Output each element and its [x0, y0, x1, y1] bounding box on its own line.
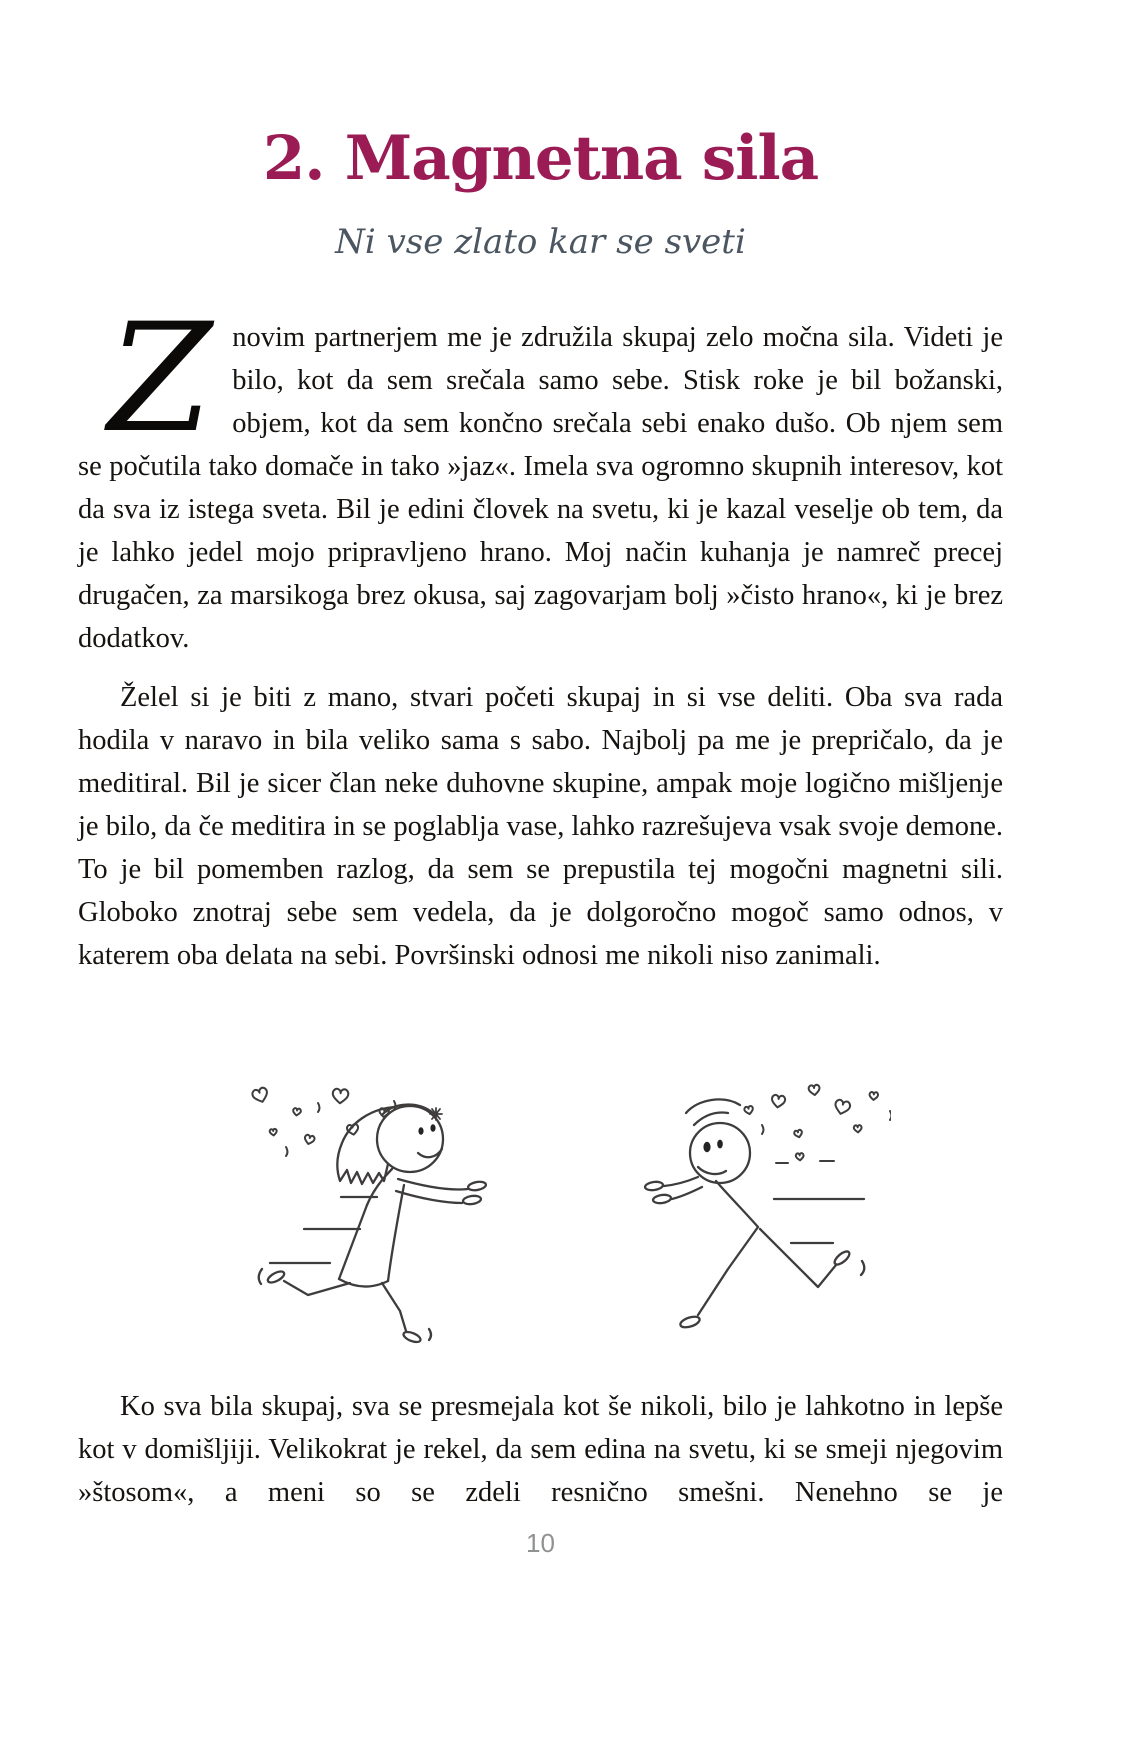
woman-front-foot [402, 1330, 422, 1344]
woman-stick-figure [251, 1086, 486, 1343]
paragraph-3: Ko sva bila skupaj, sva se presmejala kot še nikoli, bilo je lahkotno in lepše kot v domišljiji. Velikokrat je rekel, da sem edina na svetu, ki se smeji njegovim »štosom«, a meni so se zdeli resnično smešni. Nenehno se je [78, 1390, 1003, 1508]
man-back-foot-mark [861, 1261, 864, 1275]
man-back-foot [833, 1249, 852, 1267]
body-text-lower [78, 1385, 1003, 1514]
paragraph-1-text: novim partnerjem me je združila skupaj zelo močna sila. Videti je bilo, kot da sem srečala samo sebe. Stisk roke je bil božanski, objem, kot da sem končno srečala sebi enako dušo. Ob njem sem se počutila tako domače in tako »jaz«. Imela sva ogromno skupnih interesov, kot da sva iz istega sveta. Bil je edini človek na svetu, ki je kazal veselje ob tem, da je lahko jedel mojo pripravljeno hrano. Moj način kuhanja je namreč precej drugačen, za marsikoga brez okusa, saj zagovarjam bolj »čisto hrano«, ki je brez dodatkov. [78, 321, 1003, 654]
woman-dress-right [388, 1185, 404, 1281]
chapter-subtitle: Ni vse zlato kar se sveti [335, 222, 746, 263]
man-speed-lines [774, 1199, 864, 1243]
running-couple-svg [246, 1081, 891, 1349]
page-number: 10 [526, 1527, 555, 1558]
woman-arm-upper [398, 1179, 468, 1190]
woman-eye-left [418, 1127, 423, 1135]
page-content [78, 0, 1003, 1559]
woman-speed-lines [270, 1197, 377, 1263]
woman-hair-flower-icon [430, 1108, 442, 1120]
woman-front-leg [382, 1283, 406, 1331]
man-eye-right [717, 1139, 723, 1148]
man-body [716, 1181, 758, 1227]
paragraph-2: Želel si je biti z mano, stvari početi skupaj in si vse deliti. Oba sva rada hodila v naravo in bila veliko sama s sabo. Najbolj pa me je prepričalo, da je meditiral. Bil je sicer član neke duhovne skupine, ampak moje logično mišljenje je bilo, da če meditira in se poglablja vase, lahko razrešujeva vsak svoje demone. To je bil pomemben razlog, da sem se prepustila tej mogočni magnetni sili. Globoko znotraj sebe sem vedela, da je dolgoročno mogoč samo odnos, v katerem oba delata na sebi. Površinski odnosi me nikoli niso zanimali. [78, 681, 1003, 971]
woman-eye-right [430, 1124, 435, 1132]
man-arm-upper [664, 1177, 698, 1186]
man-stick-figure [645, 1084, 891, 1329]
man-arm-lower [672, 1187, 702, 1199]
chapter-title: 2. Magnetna sila [262, 123, 819, 194]
man-front-foot [679, 1314, 701, 1329]
woman-hand-upper [467, 1180, 486, 1191]
woman-hand-lower [463, 1194, 482, 1204]
woman-back-foot-mark [259, 1269, 262, 1284]
man-hair [686, 1099, 740, 1113]
paragraph-1 [78, 291, 1003, 660]
woman-arm-lower [396, 1191, 462, 1203]
man-eye-left [703, 1141, 710, 1151]
dropcap-letter: Z [108, 291, 213, 466]
body-text [78, 291, 1003, 977]
man-hand-lower [653, 1193, 672, 1203]
man-front-leg [698, 1227, 758, 1315]
woman-dress-left [339, 1205, 367, 1279]
woman-front-foot-mark [429, 1329, 431, 1340]
woman-back-leg [284, 1281, 350, 1295]
woman-head [377, 1106, 443, 1172]
man-hand-upper [645, 1180, 664, 1190]
woman-dress-hem [339, 1279, 388, 1287]
woman-back-foot [266, 1269, 286, 1285]
running-couple-illustration [246, 1081, 891, 1349]
man-hearts-icon [744, 1084, 891, 1162]
man-back-leg [760, 1229, 836, 1287]
